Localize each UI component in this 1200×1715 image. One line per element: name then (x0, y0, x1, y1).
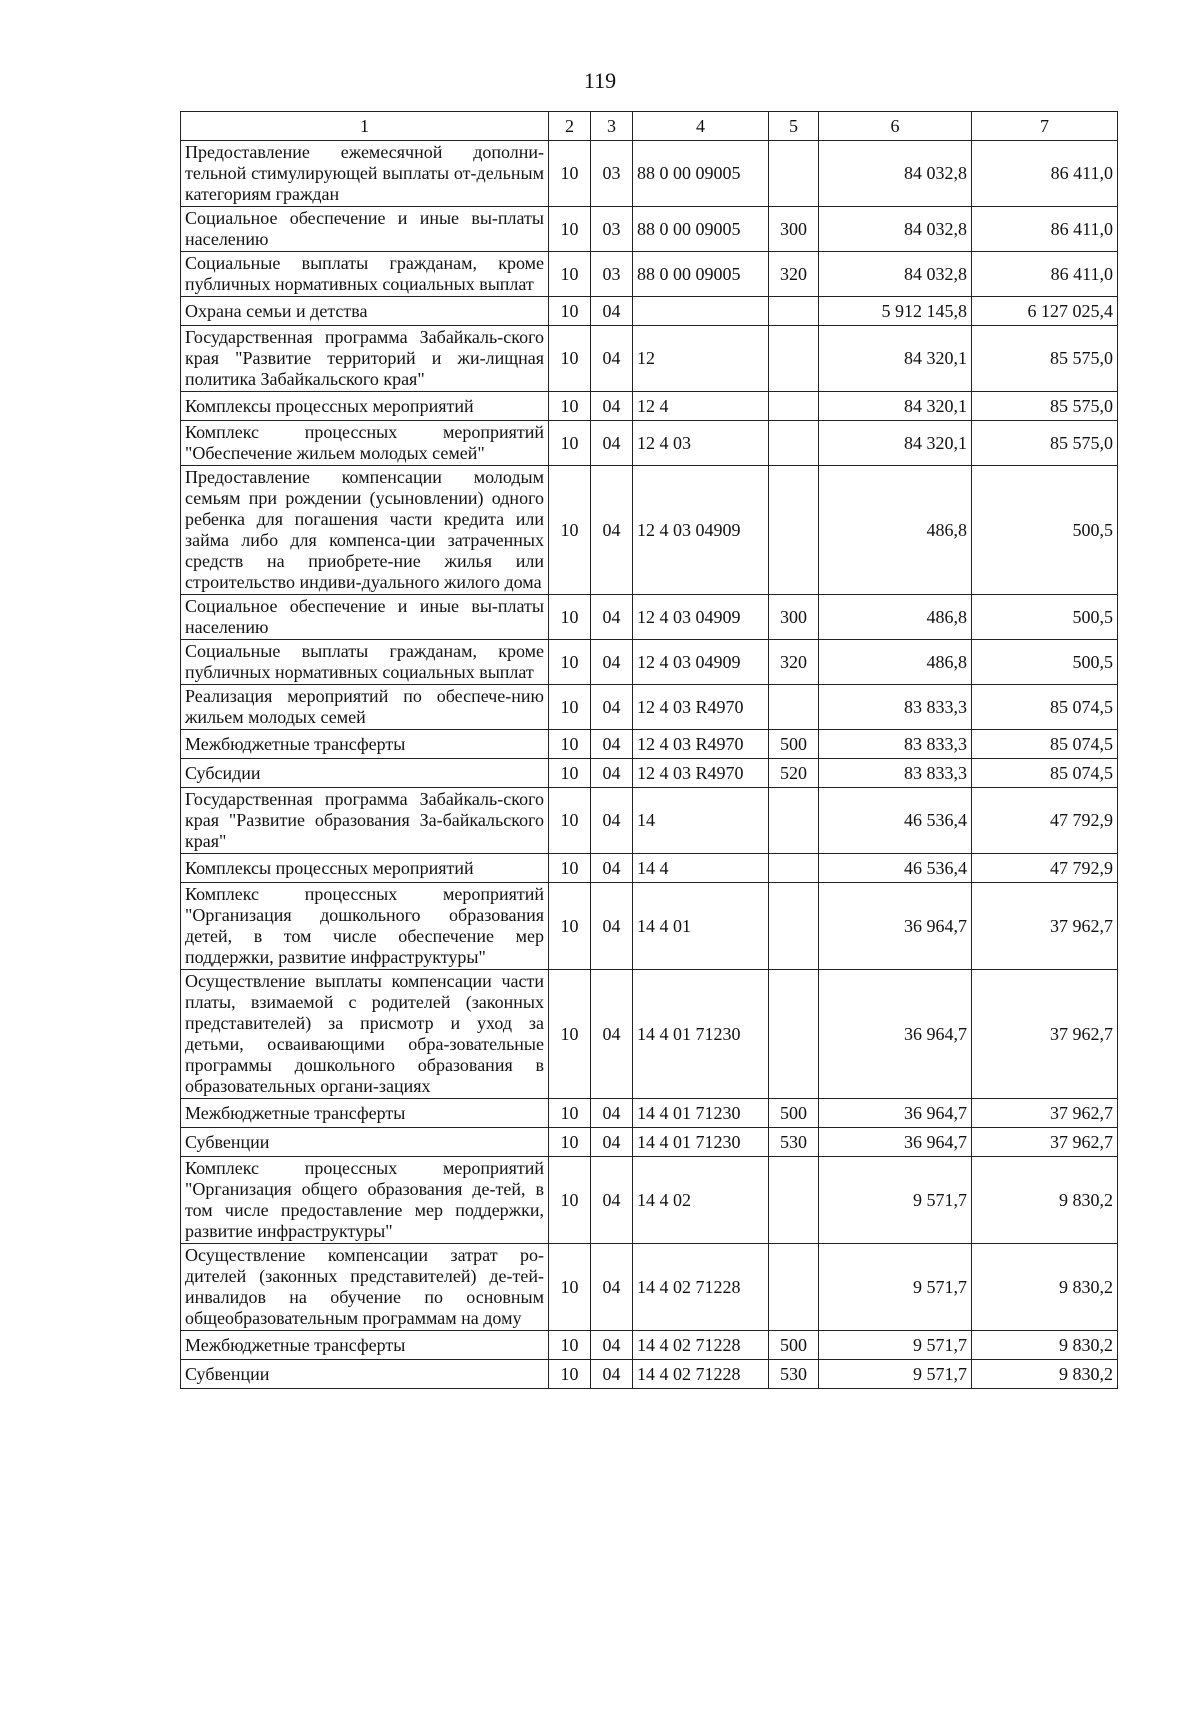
table-header-row (181, 112, 1118, 141)
target-article-cell: 12 (633, 326, 769, 392)
section-code-cell: 10 (549, 252, 591, 297)
expense-type-cell (769, 297, 819, 326)
target-article-cell: 14 (633, 788, 769, 854)
expense-name-cell: Осуществление компенсации затрат ро-дителей (законных представителей) де-тей-инвалидов на обучение по основным общеобразовательным программам на дому (181, 1244, 549, 1331)
header-cell: 1 (181, 112, 549, 141)
target-article-cell: 12 4 03 04909 (633, 466, 769, 595)
expense-name-cell: Государственная программа Забайкаль-ского края "Развитие образования За-байкальского края" (181, 788, 549, 854)
expense-name-cell: Социальные выплаты гражданам, кроме публичных нормативных социальных выплат (181, 252, 549, 297)
section-code-cell: 10 (549, 970, 591, 1099)
amount-year2-cell: 85 575,0 (972, 392, 1118, 421)
expense-name-cell: Комплекс процессных мероприятий "Организация общего образования де-тей, в том числе предоставление мер поддержки, развитие инфраструктуры" (181, 1157, 549, 1244)
table-row (181, 730, 1118, 759)
amount-year2-cell: 500,5 (972, 640, 1118, 685)
subsection-code-cell: 03 (591, 141, 633, 207)
table-row (181, 854, 1118, 883)
amount-year2-cell: 86 411,0 (972, 141, 1118, 207)
amount-year1-cell: 84 320,1 (819, 421, 972, 466)
expense-name-cell: Предоставление ежемесячной дополни-тельной стимулирующей выплаты от-дельным категориям граждан (181, 141, 549, 207)
subsection-code-cell: 04 (591, 1128, 633, 1157)
expense-name-cell: Комплексы процессных мероприятий (181, 854, 549, 883)
expense-type-cell: 320 (769, 252, 819, 297)
subsection-code-cell: 04 (591, 1331, 633, 1360)
amount-year2-cell: 37 962,7 (972, 970, 1118, 1099)
subsection-code-cell: 04 (591, 970, 633, 1099)
section-code-cell: 10 (549, 326, 591, 392)
section-code-cell: 10 (549, 297, 591, 326)
section-code-cell: 10 (549, 1244, 591, 1331)
target-article-cell: 14 4 (633, 854, 769, 883)
expense-name-cell: Осуществление выплаты компенсации части платы, взимаемой с родителей (законных представителей) за присмотр и уход за детьми, осваивающими обра-зовательные программы дошкольного образования в образовательных органи-зациях (181, 970, 549, 1099)
table-row (181, 297, 1118, 326)
amount-year1-cell: 83 833,3 (819, 759, 972, 788)
target-article-cell: 14 4 02 71228 (633, 1244, 769, 1331)
amount-year1-cell: 9 571,7 (819, 1244, 972, 1331)
subsection-code-cell: 04 (591, 1360, 633, 1389)
header-cell: 3 (591, 112, 633, 141)
expense-name-cell: Государственная программа Забайкаль-ского края "Развитие территорий и жи-лищная политика Забайкальского края" (181, 326, 549, 392)
subsection-code-cell: 03 (591, 207, 633, 252)
amount-year1-cell: 83 833,3 (819, 685, 972, 730)
table-row (181, 252, 1118, 297)
subsection-code-cell: 04 (591, 1157, 633, 1244)
subsection-code-cell: 04 (591, 392, 633, 421)
subsection-code-cell: 04 (591, 1244, 633, 1331)
amount-year1-cell: 84 320,1 (819, 392, 972, 421)
amount-year2-cell: 9 830,2 (972, 1331, 1118, 1360)
amount-year2-cell: 9 830,2 (972, 1360, 1118, 1389)
amount-year1-cell: 9 571,7 (819, 1331, 972, 1360)
header-cell: 4 (633, 112, 769, 141)
amount-year2-cell: 85 575,0 (972, 421, 1118, 466)
expense-name-cell: Межбюджетные трансферты (181, 1099, 549, 1128)
table-row (181, 326, 1118, 392)
table-row (181, 1128, 1118, 1157)
amount-year2-cell: 37 962,7 (972, 1099, 1118, 1128)
header-cell: 2 (549, 112, 591, 141)
expense-type-cell: 520 (769, 759, 819, 788)
expense-type-cell: 500 (769, 1099, 819, 1128)
amount-year2-cell: 6 127 025,4 (972, 297, 1118, 326)
table-row (181, 1157, 1118, 1244)
table-row (181, 970, 1118, 1099)
amount-year2-cell: 500,5 (972, 466, 1118, 595)
target-article-cell: 12 4 03 R4970 (633, 759, 769, 788)
section-code-cell: 10 (549, 759, 591, 788)
subsection-code-cell: 03 (591, 252, 633, 297)
expense-name-cell: Межбюджетные трансферты (181, 1331, 549, 1360)
header-cell: 7 (972, 112, 1118, 141)
amount-year1-cell: 36 964,7 (819, 1128, 972, 1157)
expense-name-cell: Субвенции (181, 1360, 549, 1389)
table-row (181, 1360, 1118, 1389)
budget-table (180, 111, 1118, 1389)
amount-year2-cell: 9 830,2 (972, 1157, 1118, 1244)
target-article-cell: 88 0 00 09005 (633, 141, 769, 207)
target-article-cell: 12 4 03 R4970 (633, 685, 769, 730)
subsection-code-cell: 04 (591, 759, 633, 788)
expense-type-cell: 320 (769, 640, 819, 685)
amount-year2-cell: 500,5 (972, 595, 1118, 640)
expense-name-cell: Комплекс процессных мероприятий "Обеспечение жильем молодых семей" (181, 421, 549, 466)
table-row (181, 788, 1118, 854)
table-row (181, 207, 1118, 252)
target-article-cell: 12 4 03 04909 (633, 595, 769, 640)
table-row (181, 595, 1118, 640)
subsection-code-cell: 04 (591, 883, 633, 970)
page-number: 119 (583, 68, 617, 93)
section-code-cell: 10 (549, 466, 591, 595)
section-code-cell: 10 (549, 883, 591, 970)
header-cell: 5 (769, 112, 819, 141)
expense-name-cell: Субвенции (181, 1128, 549, 1157)
amount-year1-cell: 36 964,7 (819, 883, 972, 970)
expense-name-cell: Реализация мероприятий по обеспече-нию жильем молодых семей (181, 685, 549, 730)
amount-year2-cell: 37 962,7 (972, 883, 1118, 970)
subsection-code-cell: 04 (591, 685, 633, 730)
target-article-cell: 88 0 00 09005 (633, 207, 769, 252)
expense-type-cell (769, 141, 819, 207)
expense-name-cell: Комплексы процессных мероприятий (181, 392, 549, 421)
target-article-cell: 14 4 02 (633, 1157, 769, 1244)
subsection-code-cell: 04 (591, 466, 633, 595)
expense-type-cell: 300 (769, 595, 819, 640)
table-row (181, 392, 1118, 421)
amount-year1-cell: 486,8 (819, 640, 972, 685)
section-code-cell: 10 (549, 207, 591, 252)
amount-year1-cell: 84 032,8 (819, 141, 972, 207)
amount-year1-cell: 5 912 145,8 (819, 297, 972, 326)
expense-type-cell: 500 (769, 730, 819, 759)
expense-type-cell (769, 970, 819, 1099)
target-article-cell (633, 297, 769, 326)
target-article-cell: 12 4 03 04909 (633, 640, 769, 685)
table-row (181, 759, 1118, 788)
amount-year2-cell: 85 074,5 (972, 759, 1118, 788)
subsection-code-cell: 04 (591, 297, 633, 326)
expense-name-cell: Социальное обеспечение и иные вы-платы населению (181, 595, 549, 640)
table-row (181, 466, 1118, 595)
subsection-code-cell: 04 (591, 640, 633, 685)
amount-year2-cell: 86 411,0 (972, 252, 1118, 297)
expense-type-cell: 300 (769, 207, 819, 252)
target-article-cell: 12 4 03 R4970 (633, 730, 769, 759)
amount-year1-cell: 46 536,4 (819, 854, 972, 883)
amount-year1-cell: 36 964,7 (819, 970, 972, 1099)
subsection-code-cell: 04 (591, 421, 633, 466)
amount-year2-cell: 86 411,0 (972, 207, 1118, 252)
section-code-cell: 10 (549, 640, 591, 685)
amount-year1-cell: 9 571,7 (819, 1360, 972, 1389)
amount-year1-cell: 486,8 (819, 595, 972, 640)
section-code-cell: 10 (549, 854, 591, 883)
expense-type-cell: 500 (769, 1331, 819, 1360)
section-code-cell: 10 (549, 685, 591, 730)
amount-year2-cell: 47 792,9 (972, 788, 1118, 854)
expense-type-cell (769, 1157, 819, 1244)
header-cell: 6 (819, 112, 972, 141)
expense-type-cell: 530 (769, 1360, 819, 1389)
expense-type-cell (769, 392, 819, 421)
table-row (181, 1244, 1118, 1331)
target-article-cell: 14 4 01 (633, 883, 769, 970)
section-code-cell: 10 (549, 595, 591, 640)
section-code-cell: 10 (549, 141, 591, 207)
amount-year1-cell: 84 320,1 (819, 326, 972, 392)
amount-year1-cell: 84 032,8 (819, 252, 972, 297)
section-code-cell: 10 (549, 421, 591, 466)
table-row (181, 141, 1118, 207)
target-article-cell: 14 4 02 71228 (633, 1360, 769, 1389)
subsection-code-cell: 04 (591, 788, 633, 854)
expense-name-cell: Охрана семьи и детства (181, 297, 549, 326)
amount-year2-cell: 47 792,9 (972, 854, 1118, 883)
expense-type-cell (769, 883, 819, 970)
section-code-cell: 10 (549, 392, 591, 421)
expense-type-cell (769, 685, 819, 730)
expense-type-cell (769, 466, 819, 595)
table-row (181, 883, 1118, 970)
expense-name-cell: Предоставление компенсации молодым семьям при рождении (усыновлении) одного ребенка для погашения части кредита или займа либо для компенса-ции затраченных средств на приобрете-ние жилья или строительство индиви-дуального жилого дома (181, 466, 549, 595)
amount-year2-cell: 85 074,5 (972, 685, 1118, 730)
amount-year1-cell: 46 536,4 (819, 788, 972, 854)
subsection-code-cell: 04 (591, 326, 633, 392)
section-code-cell: 10 (549, 1331, 591, 1360)
section-code-cell: 10 (549, 1360, 591, 1389)
expense-type-cell (769, 1244, 819, 1331)
expense-name-cell: Социальное обеспечение и иные вы-платы населению (181, 207, 549, 252)
expense-type-cell: 530 (769, 1128, 819, 1157)
amount-year2-cell: 9 830,2 (972, 1244, 1118, 1331)
expense-type-cell (769, 854, 819, 883)
section-code-cell: 10 (549, 788, 591, 854)
table-row (181, 685, 1118, 730)
expense-name-cell: Субсидии (181, 759, 549, 788)
target-article-cell: 14 4 02 71228 (633, 1331, 769, 1360)
target-article-cell: 14 4 01 71230 (633, 1128, 769, 1157)
section-code-cell: 10 (549, 1128, 591, 1157)
amount-year1-cell: 36 964,7 (819, 1099, 972, 1128)
target-article-cell: 12 4 (633, 392, 769, 421)
section-code-cell: 10 (549, 730, 591, 759)
subsection-code-cell: 04 (591, 595, 633, 640)
section-code-cell: 10 (549, 1157, 591, 1244)
amount-year2-cell: 85 575,0 (972, 326, 1118, 392)
target-article-cell: 14 4 01 71230 (633, 970, 769, 1099)
target-article-cell: 14 4 01 71230 (633, 1099, 769, 1128)
expense-type-cell (769, 326, 819, 392)
amount-year1-cell: 486,8 (819, 466, 972, 595)
amount-year2-cell: 37 962,7 (972, 1128, 1118, 1157)
table-row (181, 1099, 1118, 1128)
subsection-code-cell: 04 (591, 854, 633, 883)
amount-year1-cell: 84 032,8 (819, 207, 972, 252)
expense-name-cell: Социальные выплаты гражданам, кроме публичных нормативных социальных выплат (181, 640, 549, 685)
amount-year1-cell: 83 833,3 (819, 730, 972, 759)
subsection-code-cell: 04 (591, 730, 633, 759)
target-article-cell: 88 0 00 09005 (633, 252, 769, 297)
expense-name-cell: Межбюджетные трансферты (181, 730, 549, 759)
target-article-cell: 12 4 03 (633, 421, 769, 466)
expense-name-cell: Комплекс процессных мероприятий "Организация дошкольного образования детей, в том числе обеспечение мер поддержки, развитие инфраструктуры" (181, 883, 549, 970)
expense-type-cell (769, 421, 819, 466)
table-row (181, 1331, 1118, 1360)
table-row (181, 640, 1118, 685)
amount-year1-cell: 9 571,7 (819, 1157, 972, 1244)
subsection-code-cell: 04 (591, 1099, 633, 1128)
expense-type-cell (769, 788, 819, 854)
table-row (181, 421, 1118, 466)
amount-year2-cell: 85 074,5 (972, 730, 1118, 759)
section-code-cell: 10 (549, 1099, 591, 1128)
